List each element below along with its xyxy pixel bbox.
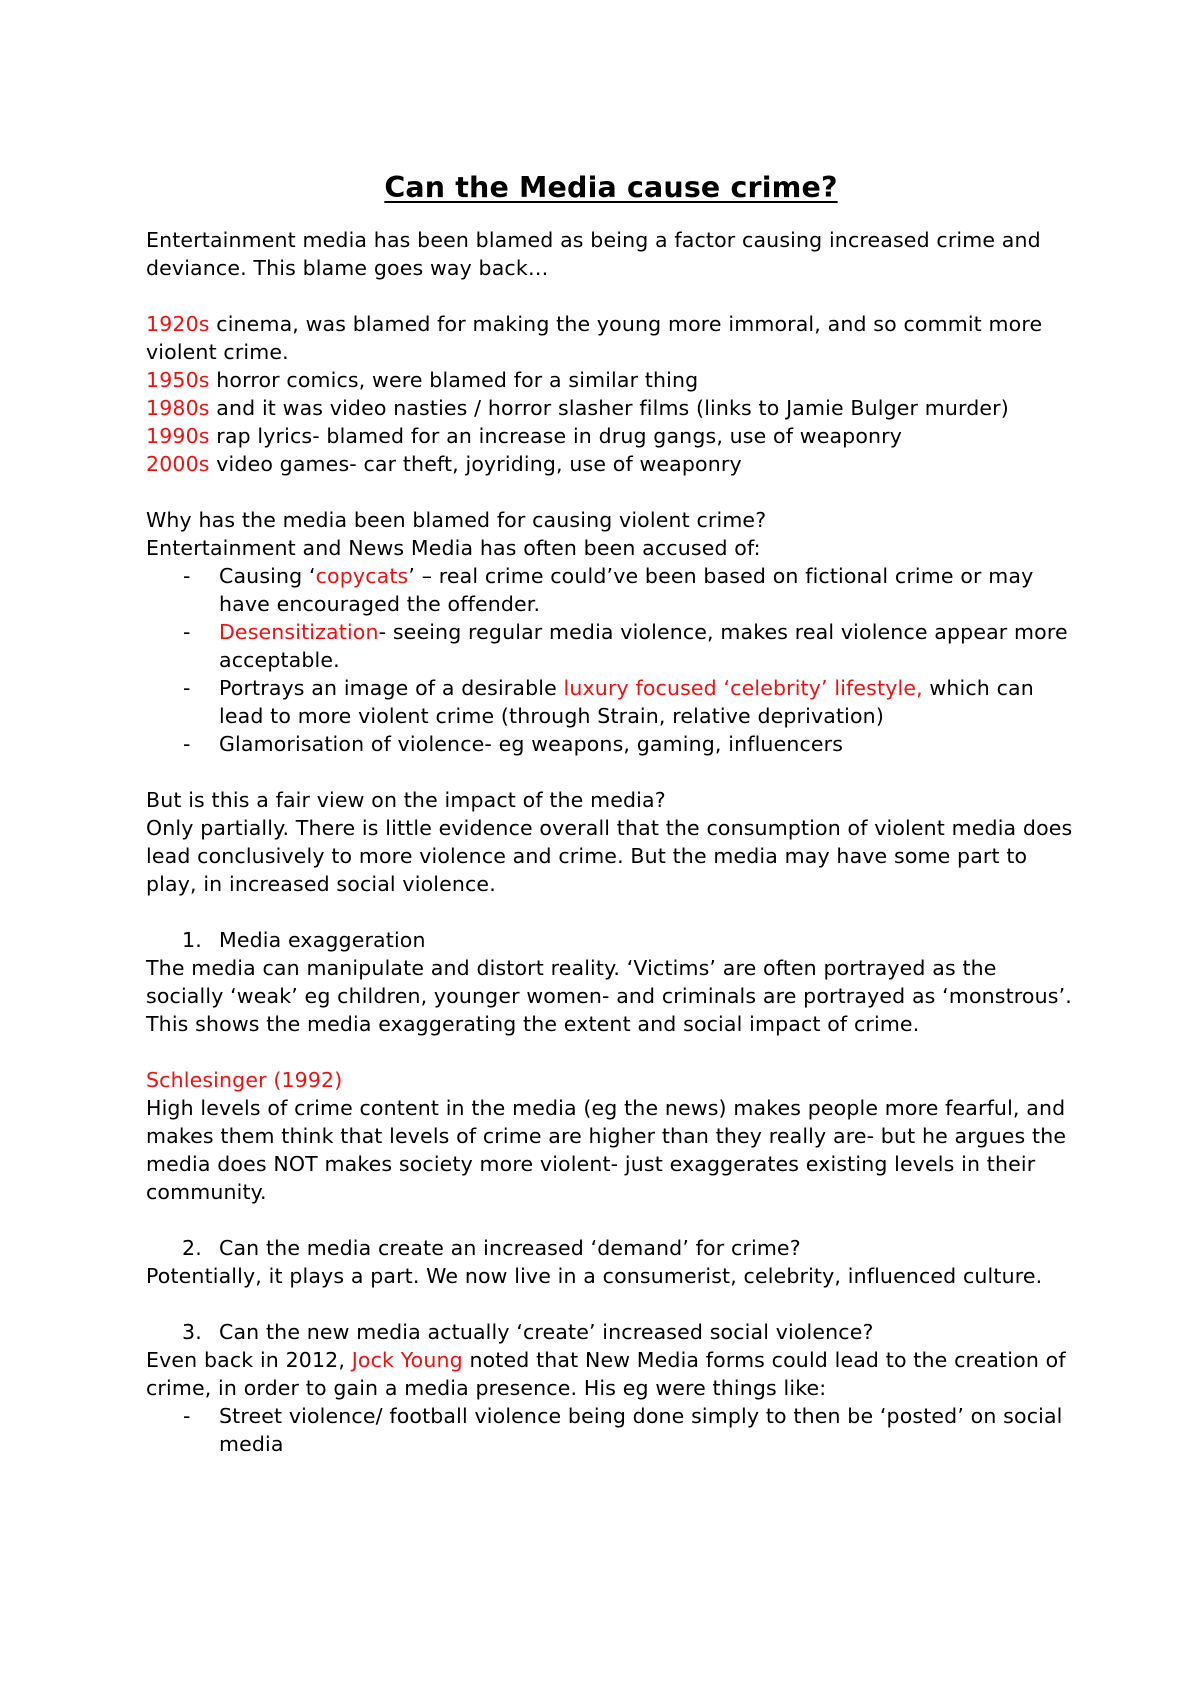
dash-bullet: -: [183, 732, 191, 756]
section-heading-text: Can the new media actually ‘create’ increased social violence?: [219, 1320, 874, 1344]
history-decade: 1950s: [146, 368, 210, 392]
list-item: [146, 562, 1076, 618]
history-item: [146, 450, 1076, 478]
accusation-post: - seeing regular media violence, makes real violence appear more acceptable.: [219, 620, 1068, 672]
accusation-post: which can lead to more violent crime (through Strain, relative deprivation): [219, 676, 1034, 728]
list-item: [146, 674, 1076, 730]
accusation-pre: Portrays an image of a desirable: [219, 676, 564, 700]
accusation-highlight: luxury focused ‘celebrity’ lifestyle,: [563, 676, 923, 700]
spacer: [146, 1038, 1076, 1066]
history-item: [146, 422, 1076, 450]
section-number: 1.: [182, 928, 202, 952]
jock-young-name: Jock Young: [351, 1348, 463, 1372]
section-heading-text: Can the media create an increased ‘demand’ for crime?: [219, 1236, 801, 1260]
document-page: [146, 170, 1076, 1458]
list-item: [146, 730, 1076, 758]
section-heading-text: Media exaggeration: [219, 928, 426, 952]
why-lead: Entertainment and News Media has often been accused of:: [146, 536, 761, 560]
section-number: 3.: [182, 1320, 202, 1344]
history-decade: 1990s: [146, 424, 210, 448]
accusation-pre: Causing ‘: [219, 564, 316, 588]
history-text: cinema, was blamed for making the young more immoral, and so commit more violent crime.: [146, 312, 1043, 364]
history-list: [146, 310, 1076, 478]
section-body-post: noted that New Media forms could lead to the creation of crime, in order to gain a media presence. His eg were things like:: [146, 1348, 1066, 1400]
schlesinger-heading: Schlesinger (1992): [146, 1068, 343, 1092]
spacer: [146, 478, 1076, 506]
history-text: video games- car theft, joyriding, use of weaponry: [209, 452, 742, 476]
section-body: The media can manipulate and distort reality. ‘Victims’ are often portrayed as the socially ‘weak’ eg children, younger women- and criminals are portrayed as ‘monstrous’. This shows the media exaggerating the extent and social impact of crime.: [146, 956, 1072, 1036]
dash-bullet: -: [183, 1404, 191, 1428]
list-item: [146, 618, 1076, 674]
fair-answer: Only partially. There is little evidence overall that the consumption of violent media does lead conclusively to more violence and crime. But the media may have some part to play, in increased social violence.: [146, 816, 1073, 896]
dash-bullet: -: [183, 564, 191, 588]
accusation-highlight: Desensitization: [219, 620, 379, 644]
why-question: Why has the media been blamed for causing violent crime?: [146, 508, 767, 532]
fair-question: But is this a fair view on the impact of the media?: [146, 788, 666, 812]
accusation-pre: Glamorisation of violence- eg weapons, gaming, influencers: [219, 732, 844, 756]
spacer: [146, 1290, 1076, 1318]
section-body-pre: Even back in 2012,: [146, 1348, 352, 1372]
accusations-list: [146, 562, 1076, 758]
section-heading: [146, 1318, 1076, 1346]
spacer: [146, 758, 1076, 786]
history-item: [146, 366, 1076, 394]
example-text: Street violence/ football violence being done simply to then be ‘posted’ on social media: [219, 1404, 1063, 1456]
dash-bullet: -: [183, 676, 191, 700]
section-body: Potentially, it plays a part. We now live in a consumerist, celebrity, influenced culture.: [146, 1264, 1043, 1288]
page-title: Can the Media cause crime?: [384, 171, 838, 204]
examples-list: [146, 1402, 1076, 1458]
history-item: [146, 310, 1076, 366]
section-heading: [146, 1234, 1076, 1262]
accusation-post: ’ – real crime could’ve been based on fictional crime or may have encouraged the offender.: [219, 564, 1034, 616]
spacer: [146, 1206, 1076, 1234]
intro-paragraph: Entertainment media has been blamed as being a factor causing increased crime and deviance. This blame goes way back…: [146, 228, 1041, 280]
schlesinger-body: High levels of crime content in the media (eg the news) makes people more fearful, and makes them think that levels of crime are higher than they really are- but he argues the media does NOT makes society more violent- just exaggerates existing levels in their community.: [146, 1096, 1067, 1204]
history-text: horror comics, were blamed for a similar thing: [209, 368, 699, 392]
history-decade: 1920s: [146, 312, 210, 336]
dash-bullet: -: [183, 620, 191, 644]
history-decade: 1980s: [146, 396, 210, 420]
list-item: [146, 1402, 1076, 1458]
spacer: [146, 282, 1076, 310]
section-number: 2.: [182, 1236, 202, 1260]
history-item: [146, 394, 1076, 422]
history-text: and it was video nasties / horror slasher films (links to Jamie Bulger murder): [209, 396, 1009, 420]
section-heading: [146, 926, 1076, 954]
history-decade: 2000s: [146, 452, 210, 476]
history-text: rap lyrics- blamed for an increase in drug gangs, use of weaponry: [209, 424, 903, 448]
spacer: [146, 898, 1076, 926]
section-body: [146, 1346, 1076, 1402]
accusation-highlight: copycats: [315, 564, 409, 588]
